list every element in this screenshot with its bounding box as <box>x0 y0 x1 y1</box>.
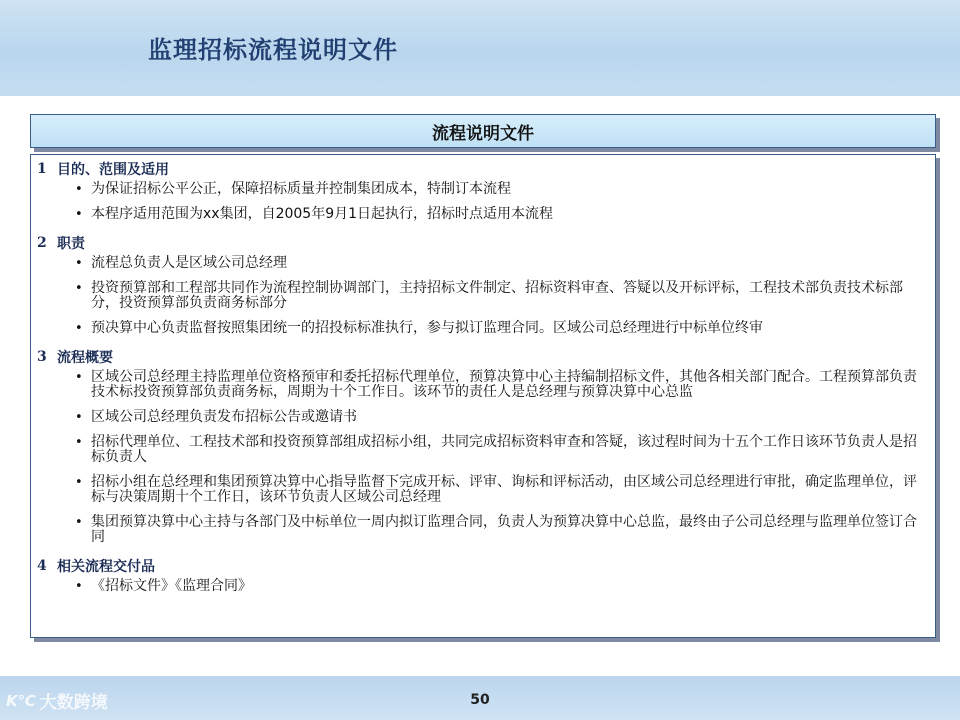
bullet-text: 本程序适用范围为xx集团，自2005年9月1日起执行，招标时点适用本流程 <box>91 206 554 222</box>
bullet-dot-icon: • <box>75 435 83 450</box>
bullet-dot-icon: • <box>75 182 83 197</box>
bullet-text: 区域公司总经理负责发布招标公告或邀请书 <box>91 409 357 425</box>
bullet-item <box>37 182 927 197</box>
content-box <box>30 154 936 638</box>
slide-title: 监理招标流程说明文件 <box>148 35 398 64</box>
bullet-item <box>37 207 927 222</box>
bullet-item <box>37 475 927 505</box>
bullet-dot-icon: • <box>75 256 83 271</box>
section-title: 职责 <box>57 236 85 252</box>
bullet-item <box>37 435 927 465</box>
section-1 <box>37 158 927 222</box>
bullet-text: 集团预算决算中心主持与各部门及中标单位一周内拟订监理合同，负责人为预算决算中心总监，最终由子公司总经理与监理单位签订合同 <box>91 514 917 545</box>
bullet-text: 招标代理单位、工程技术部和投资预算部组成招标小组，共同完成招标资料审查和答疑，该过程时间为十五个工作日该环节负责人是招标负责人 <box>91 434 917 465</box>
section-heading <box>37 555 927 577</box>
section-2 <box>37 232 927 336</box>
logo-mark-icon: K℃ <box>6 691 36 710</box>
bullet-item <box>37 256 927 271</box>
section-title: 相关流程交付品 <box>57 559 155 575</box>
section-number: 4 <box>37 558 47 574</box>
page-number: 50 <box>470 692 490 708</box>
bullet-list <box>37 182 927 222</box>
bullet-list <box>37 256 927 336</box>
logo-text: 大数跨境 <box>39 693 108 713</box>
bullet-text: 投资预算部和工程部共同作为流程控制协调部门，主持招标文件制定、招标资料审查、答疑以及开标评标，工程技术部负责技术标部分，投资预算部负责商务标部分 <box>91 280 903 311</box>
bullet-dot-icon: • <box>75 281 83 296</box>
bullet-dot-icon: • <box>75 321 83 336</box>
section-title: 流程概要 <box>57 350 113 366</box>
bullet-dot-icon: • <box>75 410 83 425</box>
section-heading <box>37 158 927 180</box>
bullet-text: 《招标文件》《监理合同》 <box>91 578 252 594</box>
bullet-dot-icon: • <box>75 579 83 594</box>
bullet-item <box>37 321 927 336</box>
bullet-dot-icon: • <box>75 207 83 222</box>
bullet-item <box>37 515 927 545</box>
bullet-dot-icon: • <box>75 370 83 385</box>
bullet-dot-icon: • <box>75 475 83 490</box>
bullet-list <box>37 579 927 594</box>
section-heading <box>37 346 927 368</box>
section-heading <box>37 232 927 254</box>
document-header-box <box>30 114 936 148</box>
bullet-text: 区域公司总经理主持监理单位资格预审和委托招标代理单位，预算决算中心主持编制招标文件，其他各相关部门配合。工程预算部负责技术标投资预算部负责商务标，周期为十个工作日。该环节的责任人是总经理与预算决算中心总监 <box>91 369 917 400</box>
section-3 <box>37 346 927 545</box>
top-header-band <box>0 0 960 96</box>
section-number: 2 <box>37 235 47 251</box>
bullet-item <box>37 579 927 594</box>
bullet-item <box>37 281 927 311</box>
bullet-item <box>37 370 927 400</box>
document-header-title: 流程说明文件 <box>432 123 534 144</box>
bullet-dot-icon: • <box>75 515 83 530</box>
bullet-item <box>37 410 927 425</box>
bullet-text: 为保证招标公平公正，保障招标质量并控制集团成本，特制订本流程 <box>91 181 511 197</box>
section-number: 3 <box>37 349 47 365</box>
bullet-text: 预决算中心负责监督按照集团统一的招投标标准执行，参与拟订监理合同。区域公司总经理进行中标单位终审 <box>91 320 763 336</box>
section-number: 1 <box>37 161 47 177</box>
bullet-text: 流程总负责人是区域公司总经理 <box>91 255 287 271</box>
section-title: 目的、范围及适用 <box>57 162 169 178</box>
bullet-text: 招标小组在总经理和集团预算决算中心指导监督下完成开标、评审、询标和评标活动，由区域公司总经理进行审批，确定监理单位，评标与决策周期十个工作日，该环节负责人区域公司总经理 <box>91 474 917 505</box>
bullet-list <box>37 370 927 545</box>
section-4 <box>37 555 927 594</box>
